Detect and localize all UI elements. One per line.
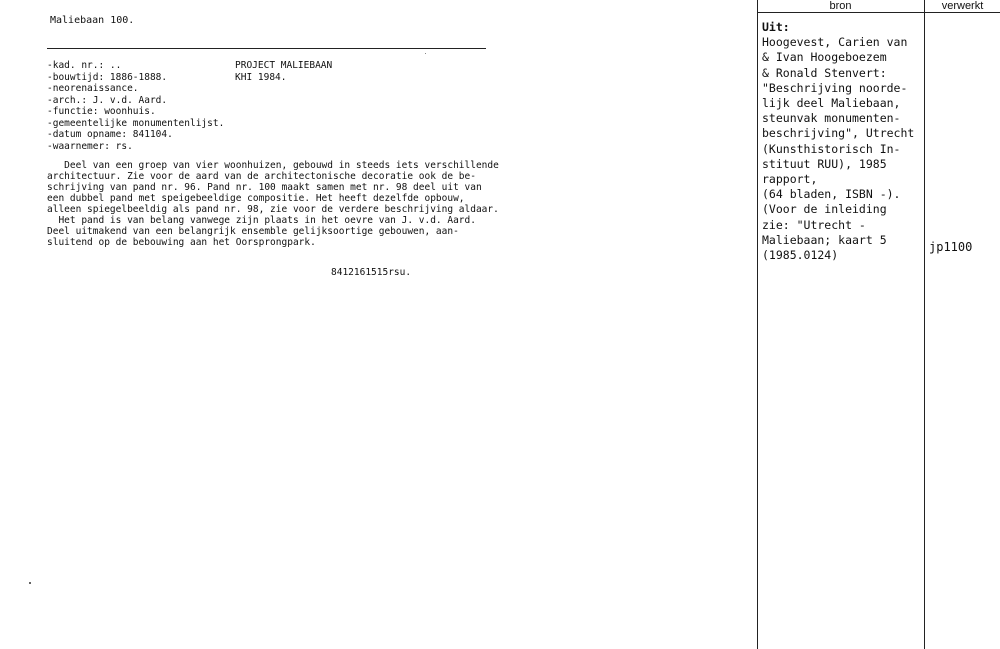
project-name: PROJECT MALIEBAAN (235, 60, 333, 71)
meta-monument-list: -gemeentelijke monumentenlijst. (47, 117, 225, 129)
source-line: (Voor de inleiding (762, 202, 887, 217)
description-line: alleen spiegelbeeldig als pand nr. 98, zie voor de verdere beschrijving aldaar. (47, 204, 499, 215)
project-year: KHI 1984. (235, 71, 287, 83)
column-header-verwerkt: verwerkt (941, 0, 984, 12)
source-line: rapport, (762, 172, 818, 187)
source-line: steunvak monumenten- (762, 111, 901, 126)
description-text (47, 160, 499, 248)
document-title: Maliebaan 100. (50, 15, 135, 26)
source-intro: Uit: (762, 20, 790, 34)
meta-build-period: -bouwtijd: 1886-1888. (47, 71, 168, 83)
project-info (235, 60, 332, 83)
source-line: zie: "Utrecht - (762, 217, 866, 232)
source-citation (762, 20, 927, 263)
description-line: Het pand is van belang vanwege zijn plaats in het oevre van J. v.d. Aard. (47, 215, 476, 226)
source-line: (64 bladen, ISBN -). (762, 187, 901, 202)
meta-style: -neorenaissance. (47, 83, 139, 94)
card-header-rule (757, 12, 1000, 13)
meta-observer: -waarnemer: rs. (47, 140, 133, 152)
source-line: beschrijving", Utrecht (762, 126, 915, 141)
scan-speck (29, 582, 31, 584)
verwerkt-code: jp1100 (929, 240, 973, 254)
description-line: schrijving van pand nr. 96. Pand nr. 100 maakt samen met nr. 98 deel uit van (47, 182, 482, 193)
meta-record-date: -datum opname: 841104. (47, 129, 173, 140)
meta-architect: -arch.: J. v.d. Aard. (47, 94, 168, 106)
source-line: stituut RUU), 1985 (762, 156, 887, 171)
description-line: een dubbel pand met speigebeeldige compositie. Het heeft dezelfde opbouw, (47, 193, 465, 204)
source-line: & Ivan Hoogeboezem (762, 50, 887, 65)
source-line: "Beschrijving noorde- (762, 80, 908, 95)
source-line: (1985.0124) (762, 248, 839, 263)
source-line: & Ronald Stenvert: (762, 65, 887, 80)
source-line: Maliebaan; kaart 5 (762, 232, 887, 247)
column-header-bron: bron (829, 0, 852, 12)
source-line: Hoogevest, Carien van (762, 35, 908, 50)
meta-cadastral: -kad. nr.: .. (47, 60, 122, 71)
meta-function: -functie: woonhuis. (47, 106, 156, 117)
source-line: lijk deel Maliebaan, (762, 96, 901, 111)
description-line: architectuur. Zie voor de aard van de architectonische decoratie ook de be- (47, 171, 476, 182)
scan-speck (425, 53, 426, 54)
description-line: sluitend op de bebouwing aan het Oorsprongpark. (47, 237, 316, 248)
description-line: Deel uitmakend van een belangrijk ensemble gelijksoortige gebouwen, aan- (47, 226, 459, 237)
card-left-border (757, 0, 758, 649)
record-code: 8412161515rsu. (331, 267, 412, 278)
header-rule (47, 48, 486, 49)
metadata-list (47, 60, 224, 152)
source-line: (Kunsthistorisch In- (762, 141, 901, 156)
description-line: Deel van een groep van vier woonhuizen, gebouwd in steeds iets verschillende (47, 160, 499, 171)
